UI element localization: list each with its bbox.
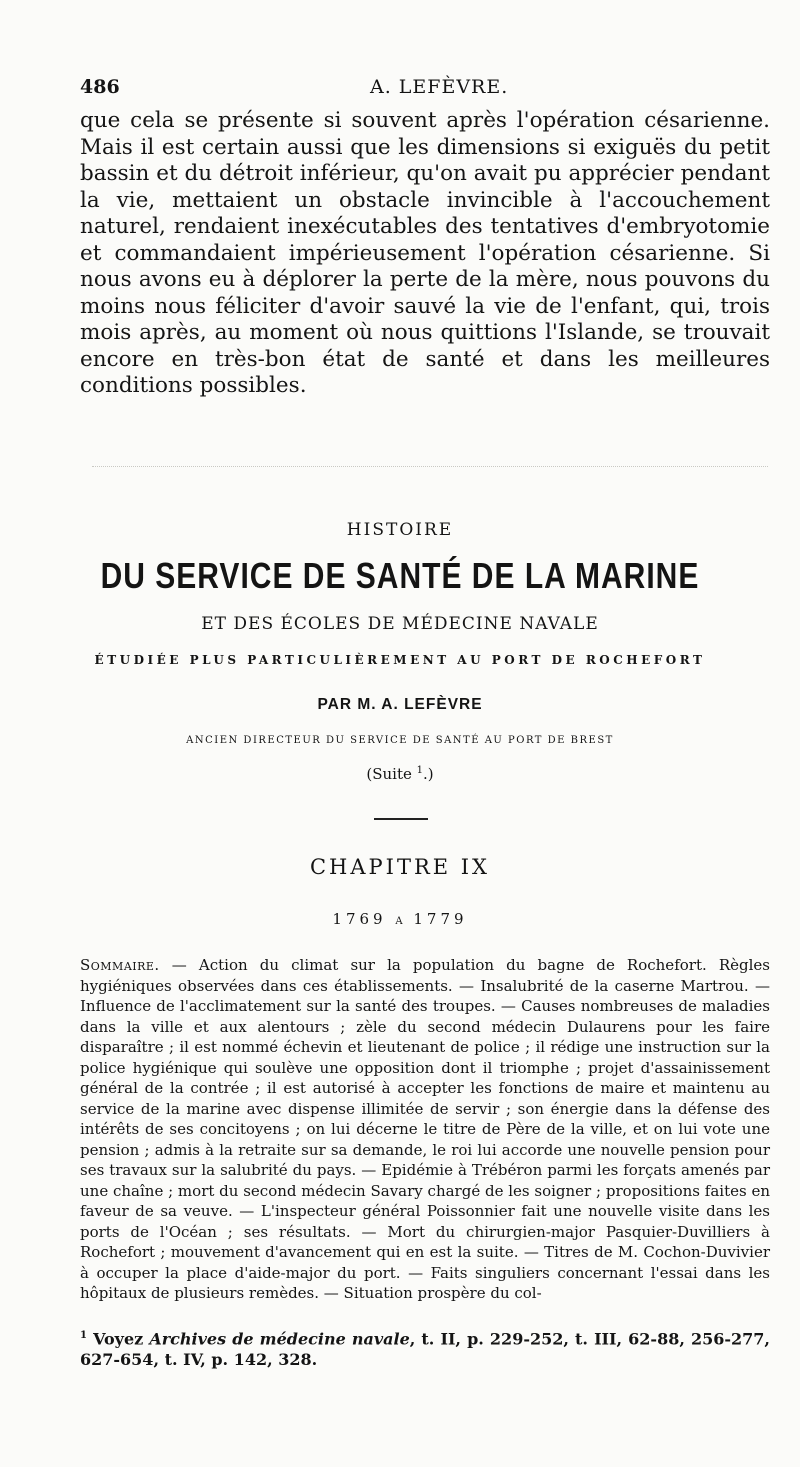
running-header — [80, 76, 780, 106]
footnote-refs: , t. II, p. 229-252, t. III, 62-88, 256-277, 627-654, t. IV, p. 142, 328. — [80, 1329, 771, 1370]
running-title: A. LEFÈVRE. — [370, 76, 509, 98]
author-role: ANCIEN DIRECTEUR DU SERVICE DE SANTÉ AU PORT DE BREST — [186, 735, 614, 746]
article-kicker: HISTOIRE — [346, 520, 454, 540]
suite-label: (Suite — [366, 765, 412, 783]
body-paragraph: que cela se présente si souvent après l'opération césarienne. Mais il est certain aussi que les dimensions si exiguës du petit bassin et du détroit inférieur, qu'on avait pu apprécier pendant la vie, mettaient un obstacle invincible à l'accouchement naturel, rendaient inexécutables des tentatives d'embryotomie et commandaient impérieusement l'opération césarienne. Si nous avons eu à déplorer la perte de la mère, nous pouvons du moins nous féliciter d'avoir sauvé la vie de l'enfant, qui, trois mois après, au moment où nous quittions l'Islande, se trouvait encore en très-bon état de santé et dans les meilleures conditions possibles. — [80, 108, 770, 398]
chapter-heading: CHAPITRE IX — [309, 855, 491, 879]
suite-close: .) — [423, 765, 434, 783]
date-to: 1779 — [413, 910, 468, 928]
article-subtitle: ET DES ÉCOLES DE MÉDECINE NAVALE — [201, 614, 599, 634]
suite-footnote-mark: 1 — [416, 765, 424, 776]
summary-lead: Sommaire. — [80, 956, 160, 974]
footnote-lead: Voyez — [93, 1329, 150, 1349]
article-author: PAR M. A. LEFÈVRE — [317, 696, 483, 713]
footnote-journal: Archives de médecine navale — [149, 1329, 410, 1349]
continuation-note — [0, 765, 800, 783]
footnote — [80, 1325, 770, 1370]
page-number: 486 — [80, 76, 120, 98]
summary-text: — Action du climat sur la population du bagne de Rochefort. Règles hygiéniques observées dans ces établissements. — Insalubrité de la caserne Martrou. — Influence de l'acclimatement sur la santé des troupes. — Causes nombreuses de maladies dans la ville et aux alentours ; zèle du second médecin Dulaurens pour les faire disparaître ; il est nommé échevin et lieutenant de police ; il rédige une instruction sur la police hygiénique qui soulève une opposition dont il triomphe ; projet d'assainissement général de la contrée ; il est autorisé à accepter les fonctions de maire et maintenu au service de la marine avec dispense illimitée de servir ; son énergie dans la défense des intérêts de ses concitoyens ; on lui décerne le titre de Père de la ville, et on lui vote une pension ; admis à la retraite sur sa demande, le roi lui accorde une nouvelle pension pour ses travaux sur la salubrité du pays. — Epidémie à Trébéron parmi les forçats amenés par une chaîne ; mort du second médecin Savary chargé de les soigner ; propositions faites en faveur de sa veuve. — L'inspecteur général Poissonnier fait une nouvelle visite dans les ports de l'Océan ; ses résultats. — Mort du chirurgien-major Pasquier-Duvilliers à Rochefort ; mouvement d'avancement qui en est la suite. — Titres de M. Cochon-Duvivier à occuper la place d'aide-major du port. — Faits singuliers concernant l'essai dans les hôpitaux de plusieurs remèdes. — Situation prospère du col- — [80, 956, 770, 1302]
section-divider — [92, 466, 768, 467]
chapter-dates — [0, 910, 800, 928]
chapter-summary — [80, 955, 770, 1304]
date-separator: A — [395, 916, 405, 927]
footnote-mark: 1 — [80, 1330, 87, 1341]
short-rule — [374, 818, 428, 820]
article-title: DU SERVICE DE SANTÉ DE LA MARINE — [100, 556, 700, 597]
date-from: 1769 — [332, 910, 387, 928]
article-scope: ÉTUDIÉE PLUS PARTICULIÈREMENT AU PORT DE ROCHEFORT — [94, 653, 706, 667]
